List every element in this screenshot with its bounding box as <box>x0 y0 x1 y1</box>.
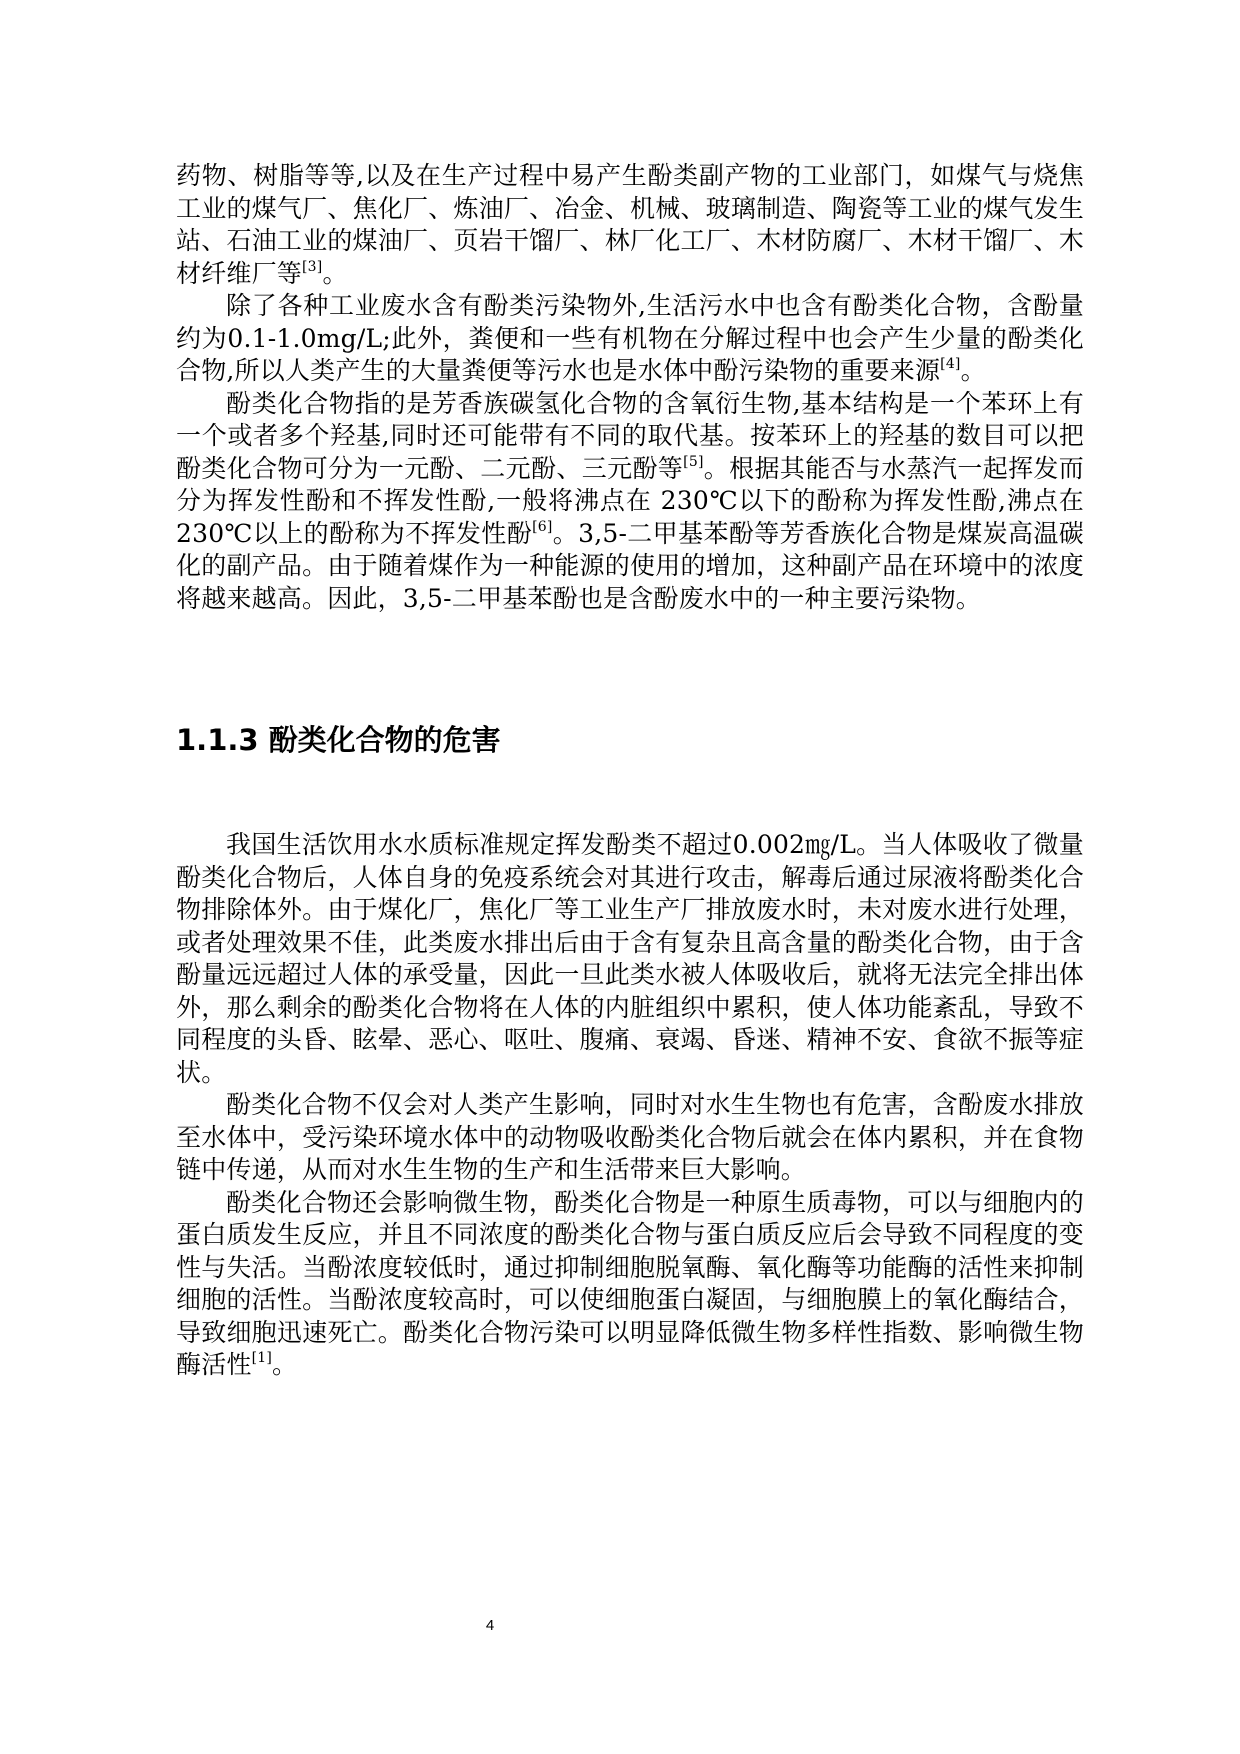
paragraph-tail: 。 <box>960 356 986 385</box>
citation-ref: [4] <box>940 356 961 372</box>
top-text-block <box>176 160 1084 615</box>
paragraph-tail: 。 <box>272 1350 298 1379</box>
section-heading: 1.1.3 酚类化合物的危害 <box>176 723 501 757</box>
paragraph-text: 药物、树脂等等,以及在生产过程中易产生酚类副产物的工业部门，如煤气与烧焦工业的煤气厂、焦化厂、炼油厂、冶金、机械、玻璃制造、陶瓷等工业的煤气发生站、石油工业的煤油厂、页岩干馏厂、林厂化工厂、木材防腐厂、木材干馏厂、木材纤维厂等 <box>176 161 1084 288</box>
paragraph-tail: 。 <box>322 258 348 288</box>
paragraph-microorganisms <box>176 1187 1084 1382</box>
citation-ref: [1] <box>251 1350 273 1366</box>
paragraph-tail: 。3,5-二甲基苯酚等芳香族化合物是煤炭高温碳化的副产品。由于随着煤作为一种能源的使用的增加，这种副产品在环境中的浓度将越来越高。因此，3,5-二甲基苯酚也是含酚废水中的一种主要污染物。 <box>176 518 1084 613</box>
paragraph-human-health <box>176 829 1084 1089</box>
page-number: 4 <box>485 1617 495 1634</box>
paragraph-aquatic-life <box>176 1089 1084 1187</box>
paragraph-text-continued: 。根据其能否与水蒸汽一起挥发而分为挥发性酚和不挥发性酚,一般将沸点在 230℃以下的酚称为挥发性酚,沸点在 230℃以上的酚称为不挥发性酚 <box>176 453 1084 548</box>
paragraph-text: 除了各种工业废水含有酚类污染物外,生活污水中也含有酚类化合物，含酚量约为0.1-1.0mg/L;此外，粪便和一些有机物在分解过程中也会产生少量的酚类化合物,所以人类产生的大量粪便等污水也是水体中酚污染物的重要来源 <box>176 291 1084 385</box>
paragraph-text: 酚类化合物还会影响微生物，酚类化合物是一种原生质毒物，可以与细胞内的蛋白质发生反应，并且不同浓度的酚类化合物与蛋白质反应后会导致不同程度的变性与失活。当酚浓度较低时，通过抑制细胞脱氧酶、氧化酶等功能酶的活性来抑制细胞的活性。当酚浓度较高时，可以使细胞蛋白凝固，与细胞膜上的氧化酶结合，导致细胞迅速死亡。酚类化合物污染可以明显降低微生物多样性指数、影响微生物酶活性 <box>176 1187 1084 1379</box>
paragraph-industrial-sources <box>176 160 1084 290</box>
citation-ref: [5] <box>683 453 704 470</box>
hazards-text-block <box>176 829 1084 1382</box>
paragraph-text: 酚类化合物指的是芳香族碳氢化合物的含氧衍生物,基本结构是一个苯环上有一个或者多个羟基,同时还可能带有不同的取代基。按苯环上的羟基的数目可以把酚类化合物可分为一元酚、二元酚、三元酚等 <box>176 388 1084 483</box>
paragraph-domestic-sewage <box>176 290 1084 388</box>
citation-ref: [6] <box>532 518 553 535</box>
paragraph-phenol-definition <box>176 388 1084 616</box>
citation-ref: [3] <box>302 258 323 275</box>
paragraph-text: 酚类化合物不仅会对人类产生影响，同时对水生生物也有危害，含酚废水排放至水体中，受污染环境水体中的动物吸收酚类化合物后就会在体内累积，并在食物链中传递，从而对水生生物的生产和生活带来巨大影响。 <box>176 1090 1084 1184</box>
paragraph-text: 我国生活饮用水水质标准规定挥发酚类不超过0.002㎎/L。当人体吸收了微量酚类化合物后，人体自身的免疫系统会对其进行攻击，解毒后通过尿液将酚类化合物排除体外。由于煤化厂，焦化厂等工业生产厂排放废水时，未对废水进行处理，或者处理效果不佳，此类废水排出后由于含有复杂且高含量的酚类化合物，由于含酚量远远超过人体的承受量，因此一旦此类水被人体吸收后，就将无法完全排出体外，那么剩余的酚类化合物将在人体的内脏组织中累积，使人体功能紊乱，导致不同程度的头昏、眩晕、恶心、呕吐、腹痛、衰竭、昏迷、精神不安、食欲不振等症状。 <box>176 830 1084 1087</box>
